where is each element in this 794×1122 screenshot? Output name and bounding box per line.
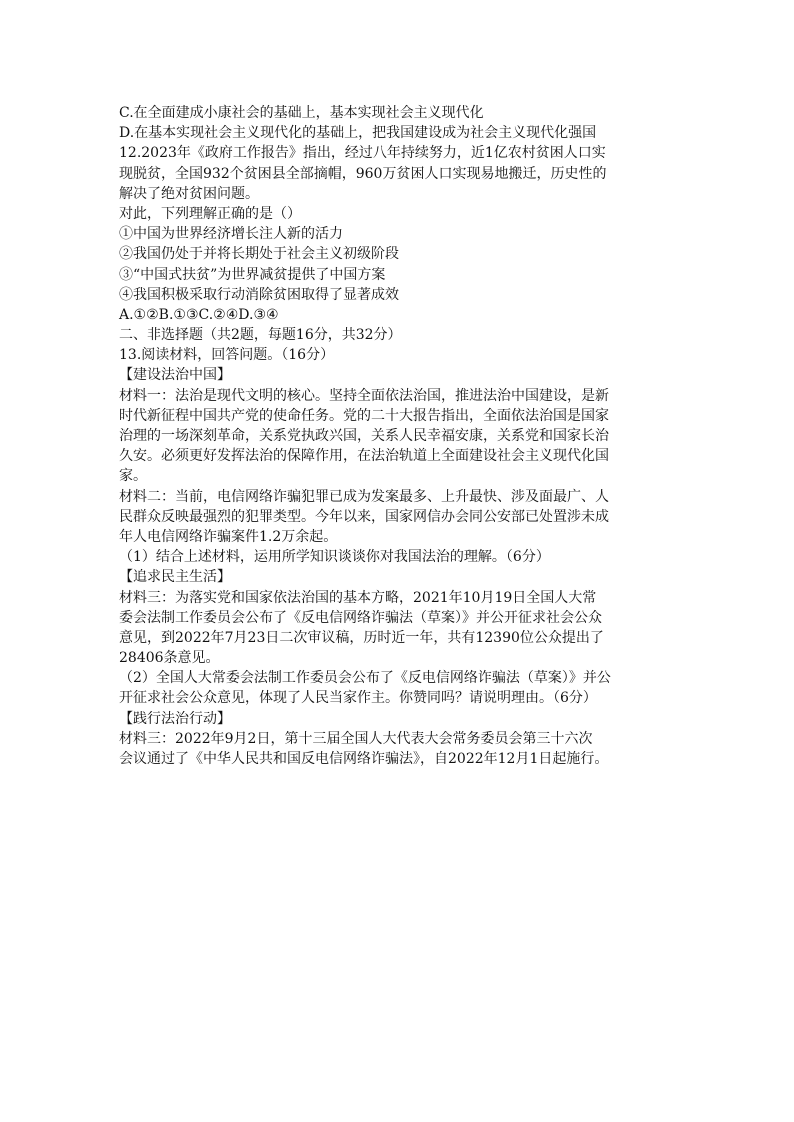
material-3b-line-1: 材料三：2022年9月2日，第十三届全国人大代表大会常务委员会第三十六次 (119, 730, 593, 747)
question-12-prompt: 对此，下列理解正确的是（） (119, 205, 301, 222)
material-1-line-1: 材料一：法治是现代文明的核心。坚持全面依法治国，推进法治中国建设，是新 (119, 387, 609, 404)
statement-2: ②我国仍处于并将长期处于社会主义初级阶段 (119, 246, 399, 263)
statement-1: ①中国为世界经济增长注人新的活力 (119, 226, 343, 243)
statement-3: ③“中国式扶贫”为世界减贫提供了中国方案 (119, 266, 386, 283)
question-13-heading: 13.阅读材料，回答问题。（16分） (119, 347, 335, 364)
question-12-stem-line-3: 解决了绝对贫困问题。 (119, 185, 259, 202)
material-3-line-4: 28406条意见。 (119, 650, 220, 667)
material-2-line-3: 年人电信网络诈骗案件1.2万余起。 (119, 528, 338, 545)
question-12-options: A.①②B.①③C.②④D.③④ (119, 306, 279, 323)
question-12-stem-line-2: 现脱贫，全国932个贫困县全部摘帽，960万贫困人口实现易地搬迁，历史性的 (119, 165, 607, 182)
material-1-line-4: 久安。必须更好发挥法治的保障作用，在法治轨道上全面建设社会主义现代化国 (119, 448, 609, 465)
section-heading-non-choice: 二、非选择题（共2题，每题16分，共32分） (119, 327, 402, 344)
material-1-line-3: 治理的一场深刻革命，关系党执政兴国，关系人民幸福安康，关系党和国家长治 (119, 428, 609, 444)
material-1-line-5: 家。 (119, 468, 147, 485)
material-3-line-1: 材料三：为落实党和国家依法治国的基本方略，2021年10月19日全国人大常 (119, 589, 597, 606)
sub-question-2-line-1: （2）全国人大常委会法制工作委员会公布了《反电信网络诈骗法（草案）》并公 (119, 670, 611, 687)
material-1-line-2: 时代新征程中国共产党的使命任务。党的二十大报告指出，全面依法治国是国家 (119, 407, 609, 424)
statement-4: ④我国积极采取行动消除贫困取得了显著成效 (119, 286, 399, 303)
subheading-democracy: 【追求民主生活】 (119, 569, 231, 586)
option-d-line: D.在基本实现社会主义现代化的基础上，把我国建设成为社会主义现代化强国 (119, 125, 597, 142)
material-3b-line-2: 会议通过了《中华人民共和国反电信网络诈骗法》，自2022年12月1日起施行。 (119, 751, 609, 767)
material-3-line-2: 委会法制工作委员会公布了《反电信网络诈骗法（草案）》并公开征求社会公众 (119, 609, 602, 626)
material-2-line-2: 民群众反映最强烈的犯罪类型。今年以来，国家网信办会同公安部已处置涉未成 (119, 508, 609, 525)
subheading-practice: 【践行法治行动】 (119, 710, 231, 727)
sub-question-2-line-2: 开征求社会公众意见，体现了人民当家作主。你赞同吗？请说明理由。（6分） (119, 690, 597, 707)
material-3-line-3: 意见，到2022年7月23日二次审议稿，历时近一年，共有12390位公众提出了 (119, 629, 604, 646)
subheading-rule-of-law: 【建设法治中国】 (119, 367, 231, 384)
question-12-stem-line-1: 12.2023年《政府工作报告》指出，经过八年持续努力，近1亿农村贫困人口实 (119, 145, 606, 162)
sub-question-1: （1）结合上述材料，运用所学知识谈谈你对我国法治的理解。（6分） (119, 549, 550, 566)
material-2-line-1: 材料二：当前，电信网络诈骗犯罪已成为发案最多、上升最快、涉及面最广、人 (119, 488, 609, 505)
option-c-line: C.在全面建成小康社会的基础上，基本实现社会主义现代化 (119, 105, 484, 121)
document-body (119, 103, 679, 769)
